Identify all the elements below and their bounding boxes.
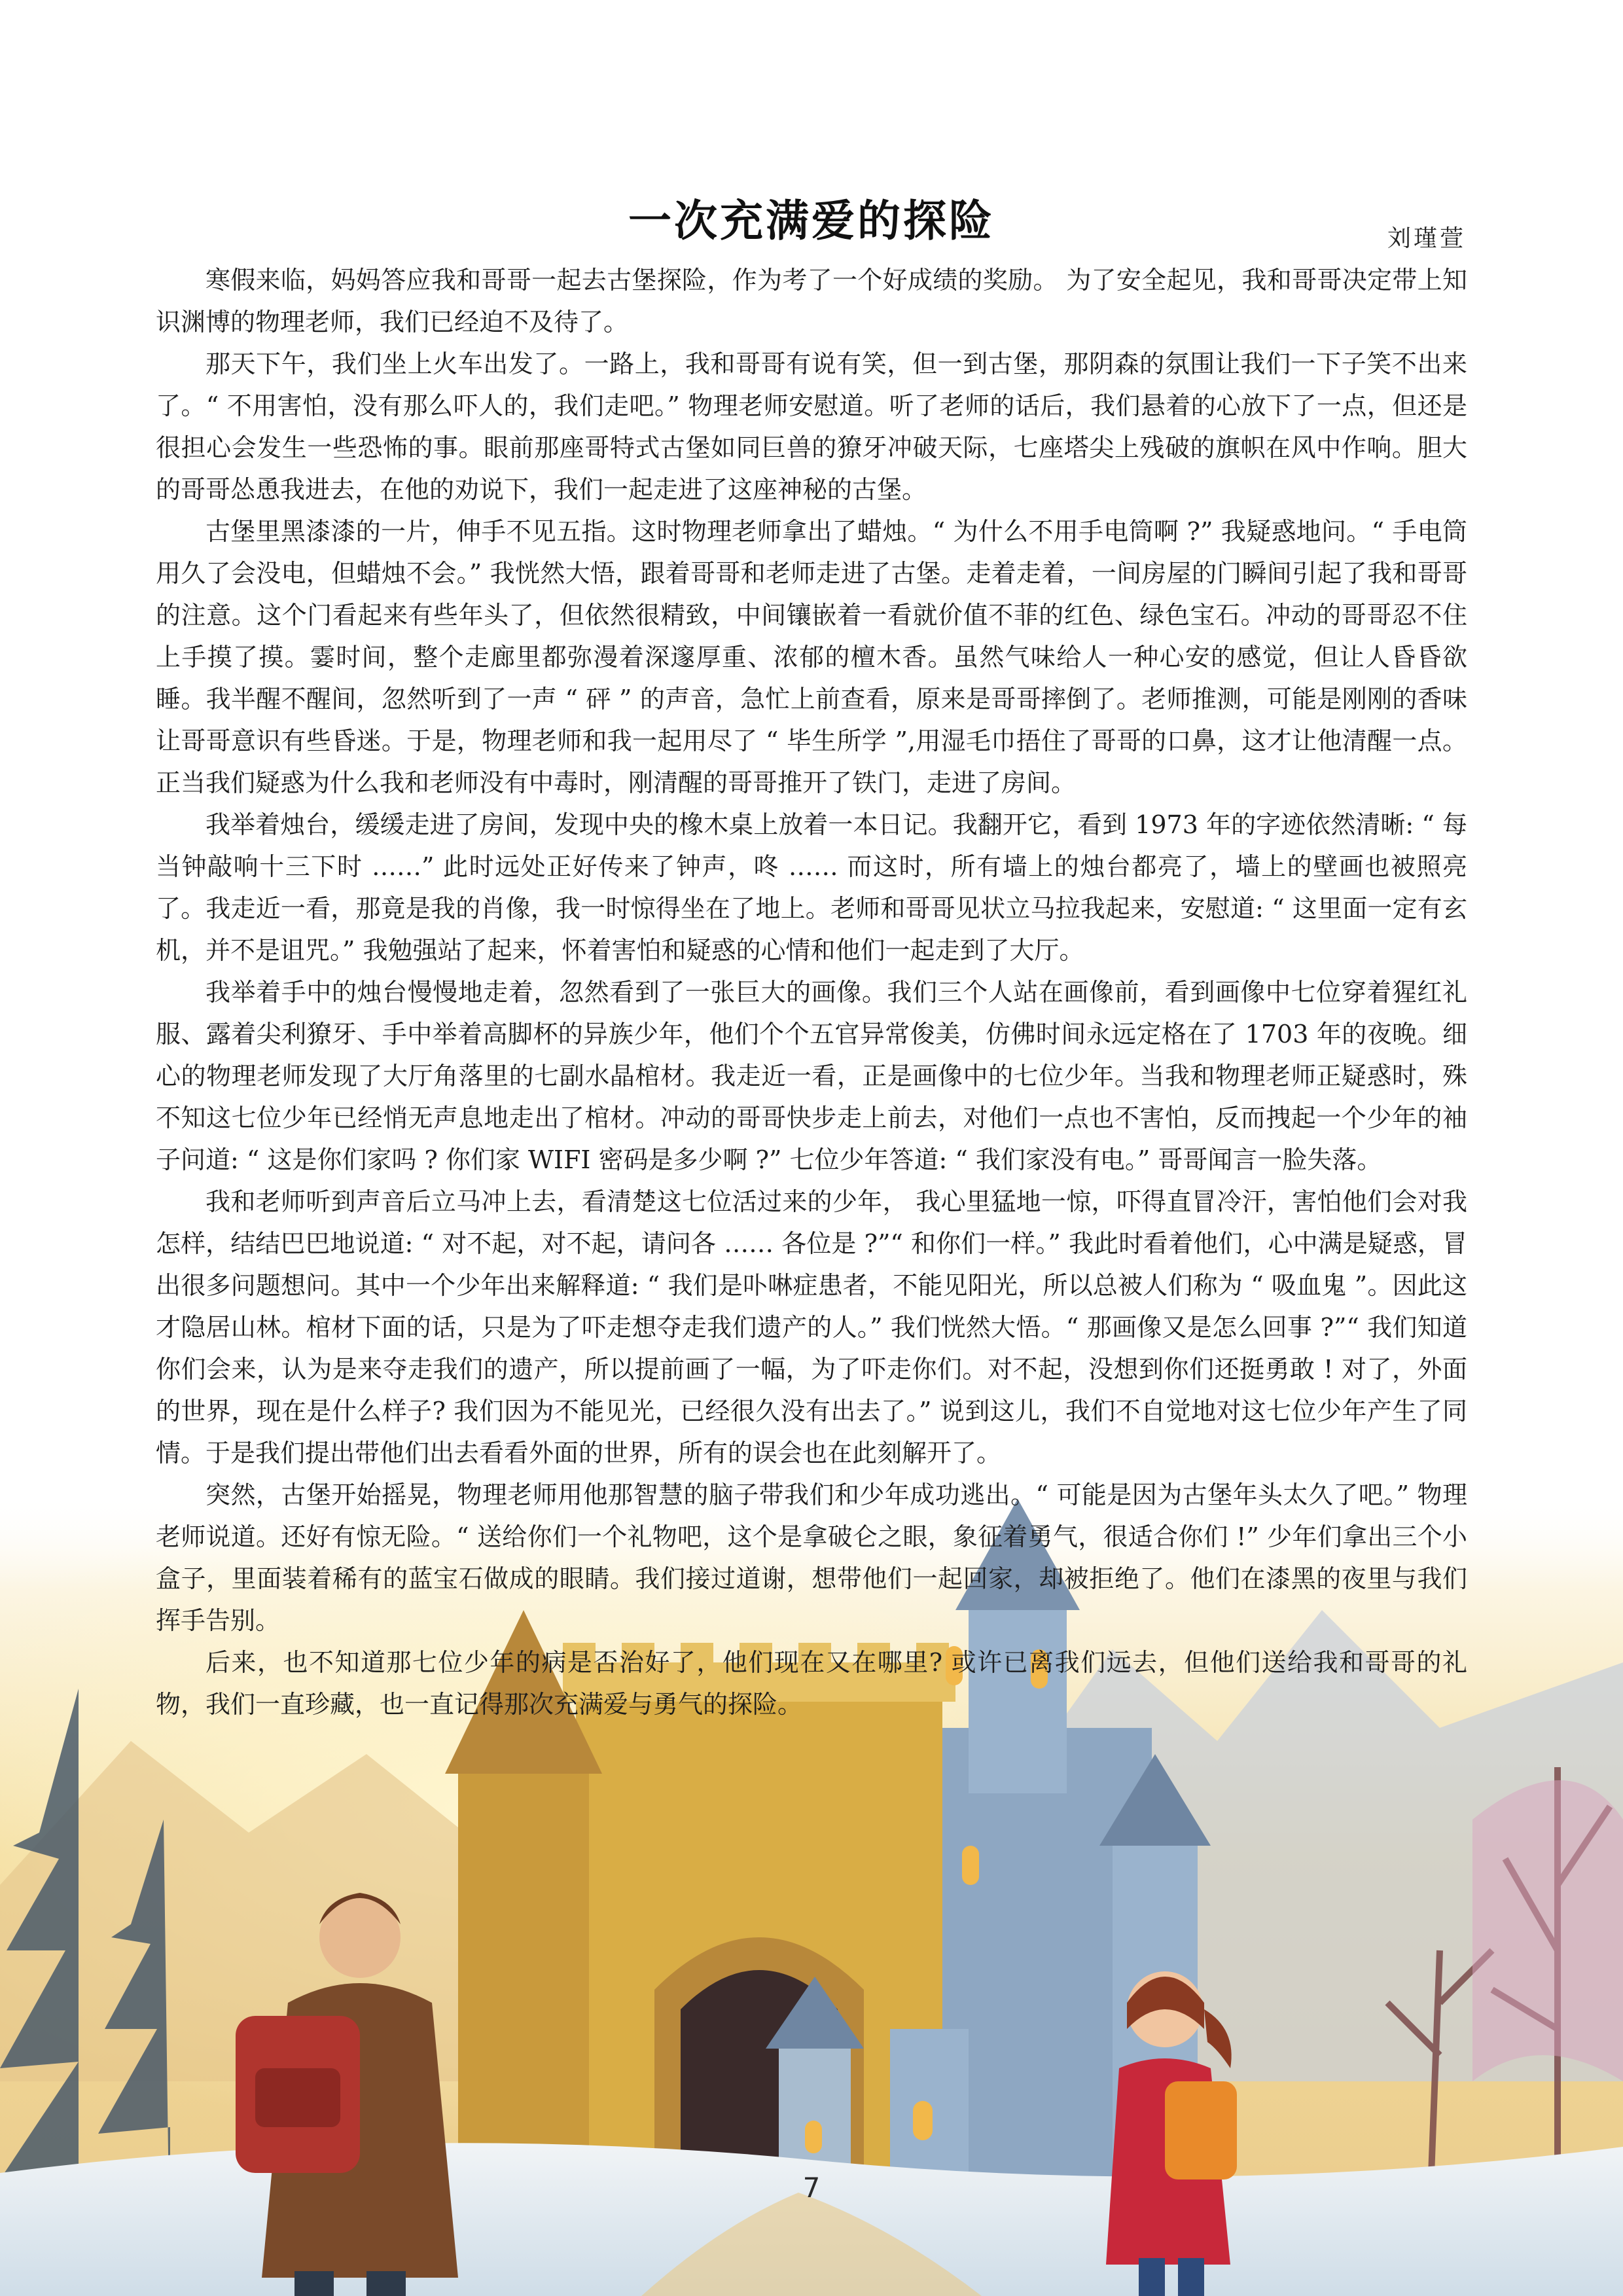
paragraph: 后来，也不知道那七位少年的病是否治好了，他们现在又在哪里? 或许已离我们远去，但他们送给我和哥哥的礼物，我们一直珍藏，也一直记得那次充满爱与勇气的探险。 bbox=[156, 1648, 1467, 1719]
paragraph: 寒假来临，妈妈答应我和哥哥一起去古堡探险，作为考了一个好成绩的奖励。 为了安全起见，我和哥哥决定带上知识渊博的物理老师，我们已经迫不及待了。 bbox=[156, 266, 1467, 336]
article-title: 一次充满爱的探险 bbox=[628, 196, 995, 247]
paragraph: 我和老师听到声音后立马冲上去，看清楚这七位活过来的少年， 我心里猛地一惊，吓得直冒冷汗，害怕他们会对我怎样，结结巴巴地说道: “ 对不起，对不起，请问各 …… 各位是 ?”“ 和你们一样。” 我此时看着他们，心中满是疑惑，冒出很多问题想问。其中一个少年出来解释道: “ 我们是卟啉症患者，不能见阳光，所以总被人们称为 “ 吸血鬼 ”。因此这才隐居山林。棺材下面的话，只是为了吓走想夺走我们遗产的人。” 我们恍然大悟。“ 那画像又是怎么回事 ?”“ 我们知道你们会来，认为是来夺走我们的遗产，所以提前画了一幅，为了吓走你们。对不起，没想到你们还挺勇敢 ! 对了，外面的世界，现在是什么样子? 我们因为不能见光，已经很久没有出去了。” 说到这儿，我们不自觉地对这七位少年产生了同情。于是我们提出带他们出去看看外面的世界，所有的误会也在此刻解开了。 bbox=[156, 1187, 1467, 1467]
article-body bbox=[156, 259, 1467, 1725]
paragraph: 突然，古堡开始摇晃，物理老师用他那智慧的脑子带我们和少年成功逃出。“ 可能是因为古堡年头太久了吧。” 物理老师说道。还好有惊无险。“ 送给你们一个礼物吧，这个是拿破仑之眼，象征着勇气，很适合你们 !” 少年们拿出三个小盒子，里面装着稀有的蓝宝石做成的眼睛。我们接过道谢，想带他们一起回家，却被拒绝了。他们在漆黑的夜里与我们挥手告别。 bbox=[156, 1480, 1467, 1635]
paragraph: 我举着烛台，缓缓走进了房间，发现中央的橡木桌上放着一本日记。我翻开它，看到 1973 年的字迹依然清晰: “ 每当钟敲响十三下时 ……” 此时远处正好传来了钟声，咚 …… 而这时，所有墙上的烛台都亮了，墙上的壁画也被照亮了。我走近一看，那竟是我的肖像，我一时惊得坐在了地上。老师和哥哥见状立马拉我起来，安慰道: “ 这里面一定有玄机，并不是诅咒。” 我勉强站了起来，怀着害怕和疑惑的心情和他们一起走到了大厅。 bbox=[156, 810, 1467, 965]
paragraph: 我举着手中的烛台慢慢地走着，忽然看到了一张巨大的画像。我们三个人站在画像前，看到画像中七位穿着猩红礼服、露着尖利獠牙、手中举着高脚杯的异族少年，他们个个五官异常俊美，仿佛时间永远定格在了 1703 年的夜晚。细心的物理老师发现了大厅角落里的七副水晶棺材。我走近一看，正是画像中的七位少年。当我和物理老师正疑惑时，殊不知这七位少年已经悄无声息地走出了棺材。冲动的哥哥快步走上前去，对他们一点也不害怕，反而拽起一个少年的袖子问道: “ 这是你们家吗 ? 你们家 WIFI 密码是多少啊 ?” 七位少年答道: “ 我们家没有电。” 哥哥闻言一脸失落。 bbox=[156, 978, 1467, 1174]
paragraph: 那天下午，我们坐上火车出发了。一路上，我和哥哥有说有笑，但一到古堡，那阴森的氛围让我们一下子笑不出来了。“ 不用害怕，没有那么吓人的，我们走吧。” 物理老师安慰道。听了老师的话后，我们悬着的心放下了一点，但还是很担心会发生一些恐怖的事。眼前那座哥特式古堡如同巨兽的獠牙冲破天际，七座塔尖上残破的旗帜在风中作响。胆大的哥哥怂恿我进去，在他的劝说下，我们一起走进了这座神秘的古堡。 bbox=[156, 350, 1467, 504]
page-number: 7 bbox=[802, 2172, 821, 2204]
paragraph: 古堡里黑漆漆的一片，伸手不见五指。这时物理老师拿出了蜡烛。“ 为什么不用手电筒啊 ?” 我疑惑地问。“ 手电筒用久了会没电，但蜡烛不会。” 我恍然大悟，跟着哥哥和老师走进了古堡。走着走着，一间房屋的门瞬间引起了我和哥哥的注意。这个门看起来有些年头了，但依然很精致，中间镶嵌着一看就价值不菲的红色、绿色宝石。冲动的哥哥忍不住上手摸了摸。霎时间，整个走廊里都弥漫着深邃厚重、浓郁的檀木香。虽然气味给人一种心安的感觉，但让人昏昏欲睡。我半醒不醒间，忽然听到了一声 “ 砰 ” 的声音，急忙上前查看，原来是哥哥摔倒了。老师推测，可能是刚刚的香味让哥哥意识有些昏迷。于是，物理老师和我一起用尽了 “ 毕生所学 ”,用湿毛巾捂住了哥哥的口鼻，这才让他清醒一点。正当我们疑惑为什么我和老师没有中毒时，刚清醒的哥哥推开了铁门，走进了房间。 bbox=[156, 517, 1467, 797]
author-name: 刘瑾萱 bbox=[1387, 225, 1466, 252]
